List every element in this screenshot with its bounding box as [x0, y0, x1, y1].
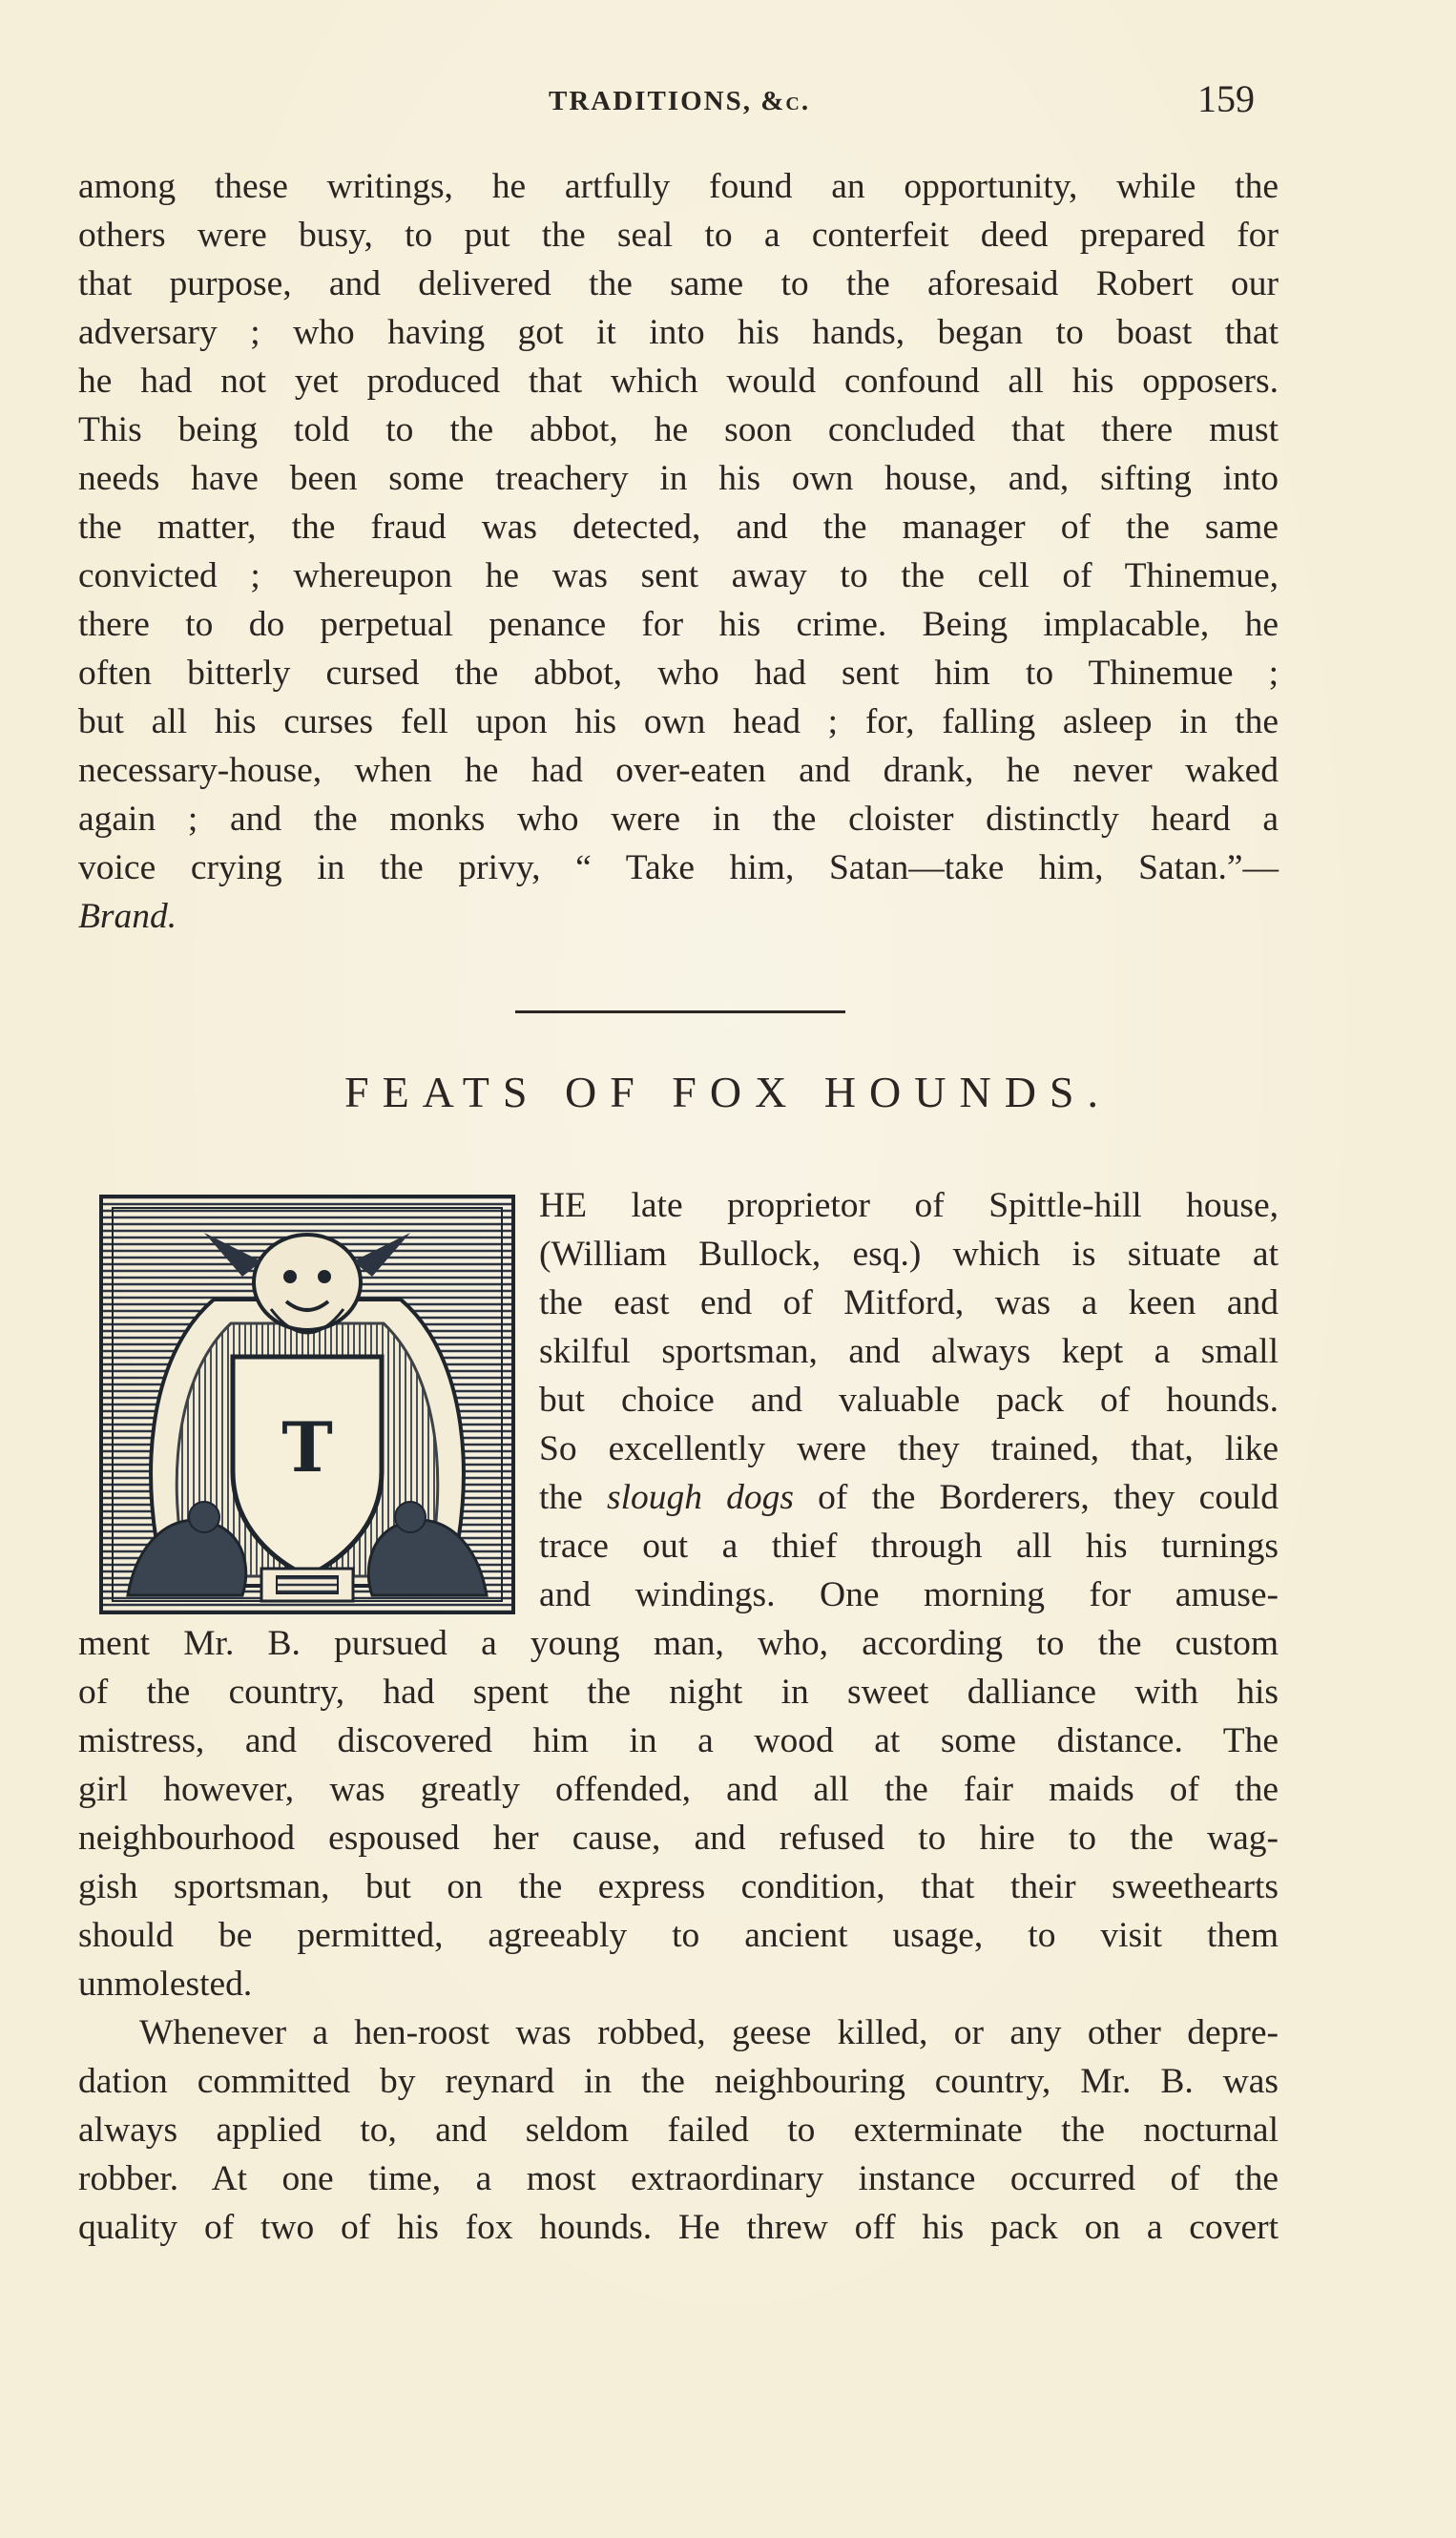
text-fragment: of the Borderers, they could: [794, 1478, 1279, 1517]
text-line: often bitterly cursed the abbot, who had sent him to Thinemue ;: [78, 654, 1279, 693]
text-line: the east end of Mitford, was a keen and: [539, 1283, 1279, 1322]
section-divider: [515, 1010, 845, 1013]
continuation-paragraph: [78, 162, 1279, 941]
text-line: (William Bullock, esq.) which is situate at: [539, 1235, 1279, 1274]
text-line: adversary ; who having got it into his hands, began to boast that: [78, 313, 1279, 352]
text-line: others were busy, to put the seal to a conterfeit deed prepared for: [78, 216, 1279, 255]
text-line: that purpose, and delivered the same to the aforesaid Robert our: [78, 264, 1279, 303]
text-line: trace out a thief through all his turnings: [539, 1527, 1279, 1566]
section-title: FEATS OF FOX HOUNDS.: [344, 1068, 1112, 1116]
text-line: unmolested.: [78, 1965, 253, 2004]
text-line: This being told to the abbot, he soon concluded that there must: [78, 410, 1279, 449]
text-line: he had not yet produced that which would confound all his opposers.: [78, 362, 1279, 401]
text-line: neighbourhood espoused her cause, and refused to hire to the wag-: [78, 1819, 1279, 1858]
wrapped-opening-lines: [539, 1181, 1279, 1619]
text-line: needs have been some treachery in his own house, and, sifting into: [78, 459, 1279, 498]
text-line: gish sportsman, but on the express condition, that their sweethearts: [78, 1867, 1279, 1906]
text-line-with-emphasis: [539, 1473, 1279, 1522]
emphasis-slough-dogs: slough dogs: [606, 1478, 795, 1517]
body-paragraphs: [78, 1619, 1279, 2252]
ornamental-initial-illustration: [99, 1195, 515, 1614]
text-line: convicted ; whereupon he was sent away to the cell of Thinemue,: [78, 556, 1279, 595]
text-line: but choice and valuable pack of hounds.: [539, 1381, 1279, 1420]
page-number: 159: [1197, 77, 1255, 120]
text-line: skilful sportsman, and always kept a small: [539, 1332, 1279, 1371]
text-line: quality of two of his fox hounds. He threw off his pack on a covert: [78, 2208, 1279, 2247]
text-line: again ; and the monks who were in the cloister distinctly heard a: [78, 800, 1279, 839]
text-line: girl however, was greatly offended, and all the fair maids of the: [78, 1770, 1279, 1809]
continuation-lines: [78, 162, 1279, 941]
text-line: Whenever a hen-roost was robbed, geese killed, or any other depre-: [139, 2013, 1279, 2052]
text-line: So excellently were they trained, that, like: [539, 1429, 1279, 1468]
text-line: voice crying in the privy, “ Take him, Satan—take him, Satan.”—: [78, 848, 1279, 887]
text-line: but all his curses fell upon his own head ; for, falling asleep in the: [78, 702, 1279, 741]
text-line: of the country, had spent the night in sweet dalliance with his: [78, 1673, 1279, 1712]
text-line: ment Mr. B. pursued a young man, who, according to the custom: [78, 1624, 1279, 1663]
text-line: dation committed by reynard in the neighbouring country, Mr. B. was: [78, 2062, 1279, 2101]
running-head: [0, 76, 1456, 124]
drop-cap-letter: T: [281, 1406, 333, 1487]
signature: Brand.: [78, 897, 177, 936]
text-line: robber. At one time, a most extraordinary instance occurred of the: [78, 2159, 1279, 2198]
text-line: the matter, the fraud was detected, and the manager of the same: [78, 508, 1279, 547]
text-line: always applied to, and seldom failed to exterminate the nocturnal: [78, 2111, 1279, 2150]
running-title: TRADITIONS, &c.: [549, 86, 811, 116]
text-line: should be permitted, agreeably to ancient usage, to visit them: [78, 1916, 1279, 1955]
text-line: and windings. One morning for amuse-: [539, 1575, 1279, 1614]
text-fragment: the: [539, 1478, 607, 1517]
text-line: among these writings, he artfully found an opportunity, while the: [78, 167, 1279, 206]
text-line: HE late proprietor of Spittle-hill house,: [539, 1186, 1279, 1225]
text-line: mistress, and discovered him in a wood at some distance. The: [78, 1721, 1279, 1760]
text-line: there to do perpetual penance for his crime. Being implacable, he: [78, 605, 1279, 644]
text-line: necessary-house, when he had over-eaten and drank, he never waked: [78, 751, 1279, 790]
